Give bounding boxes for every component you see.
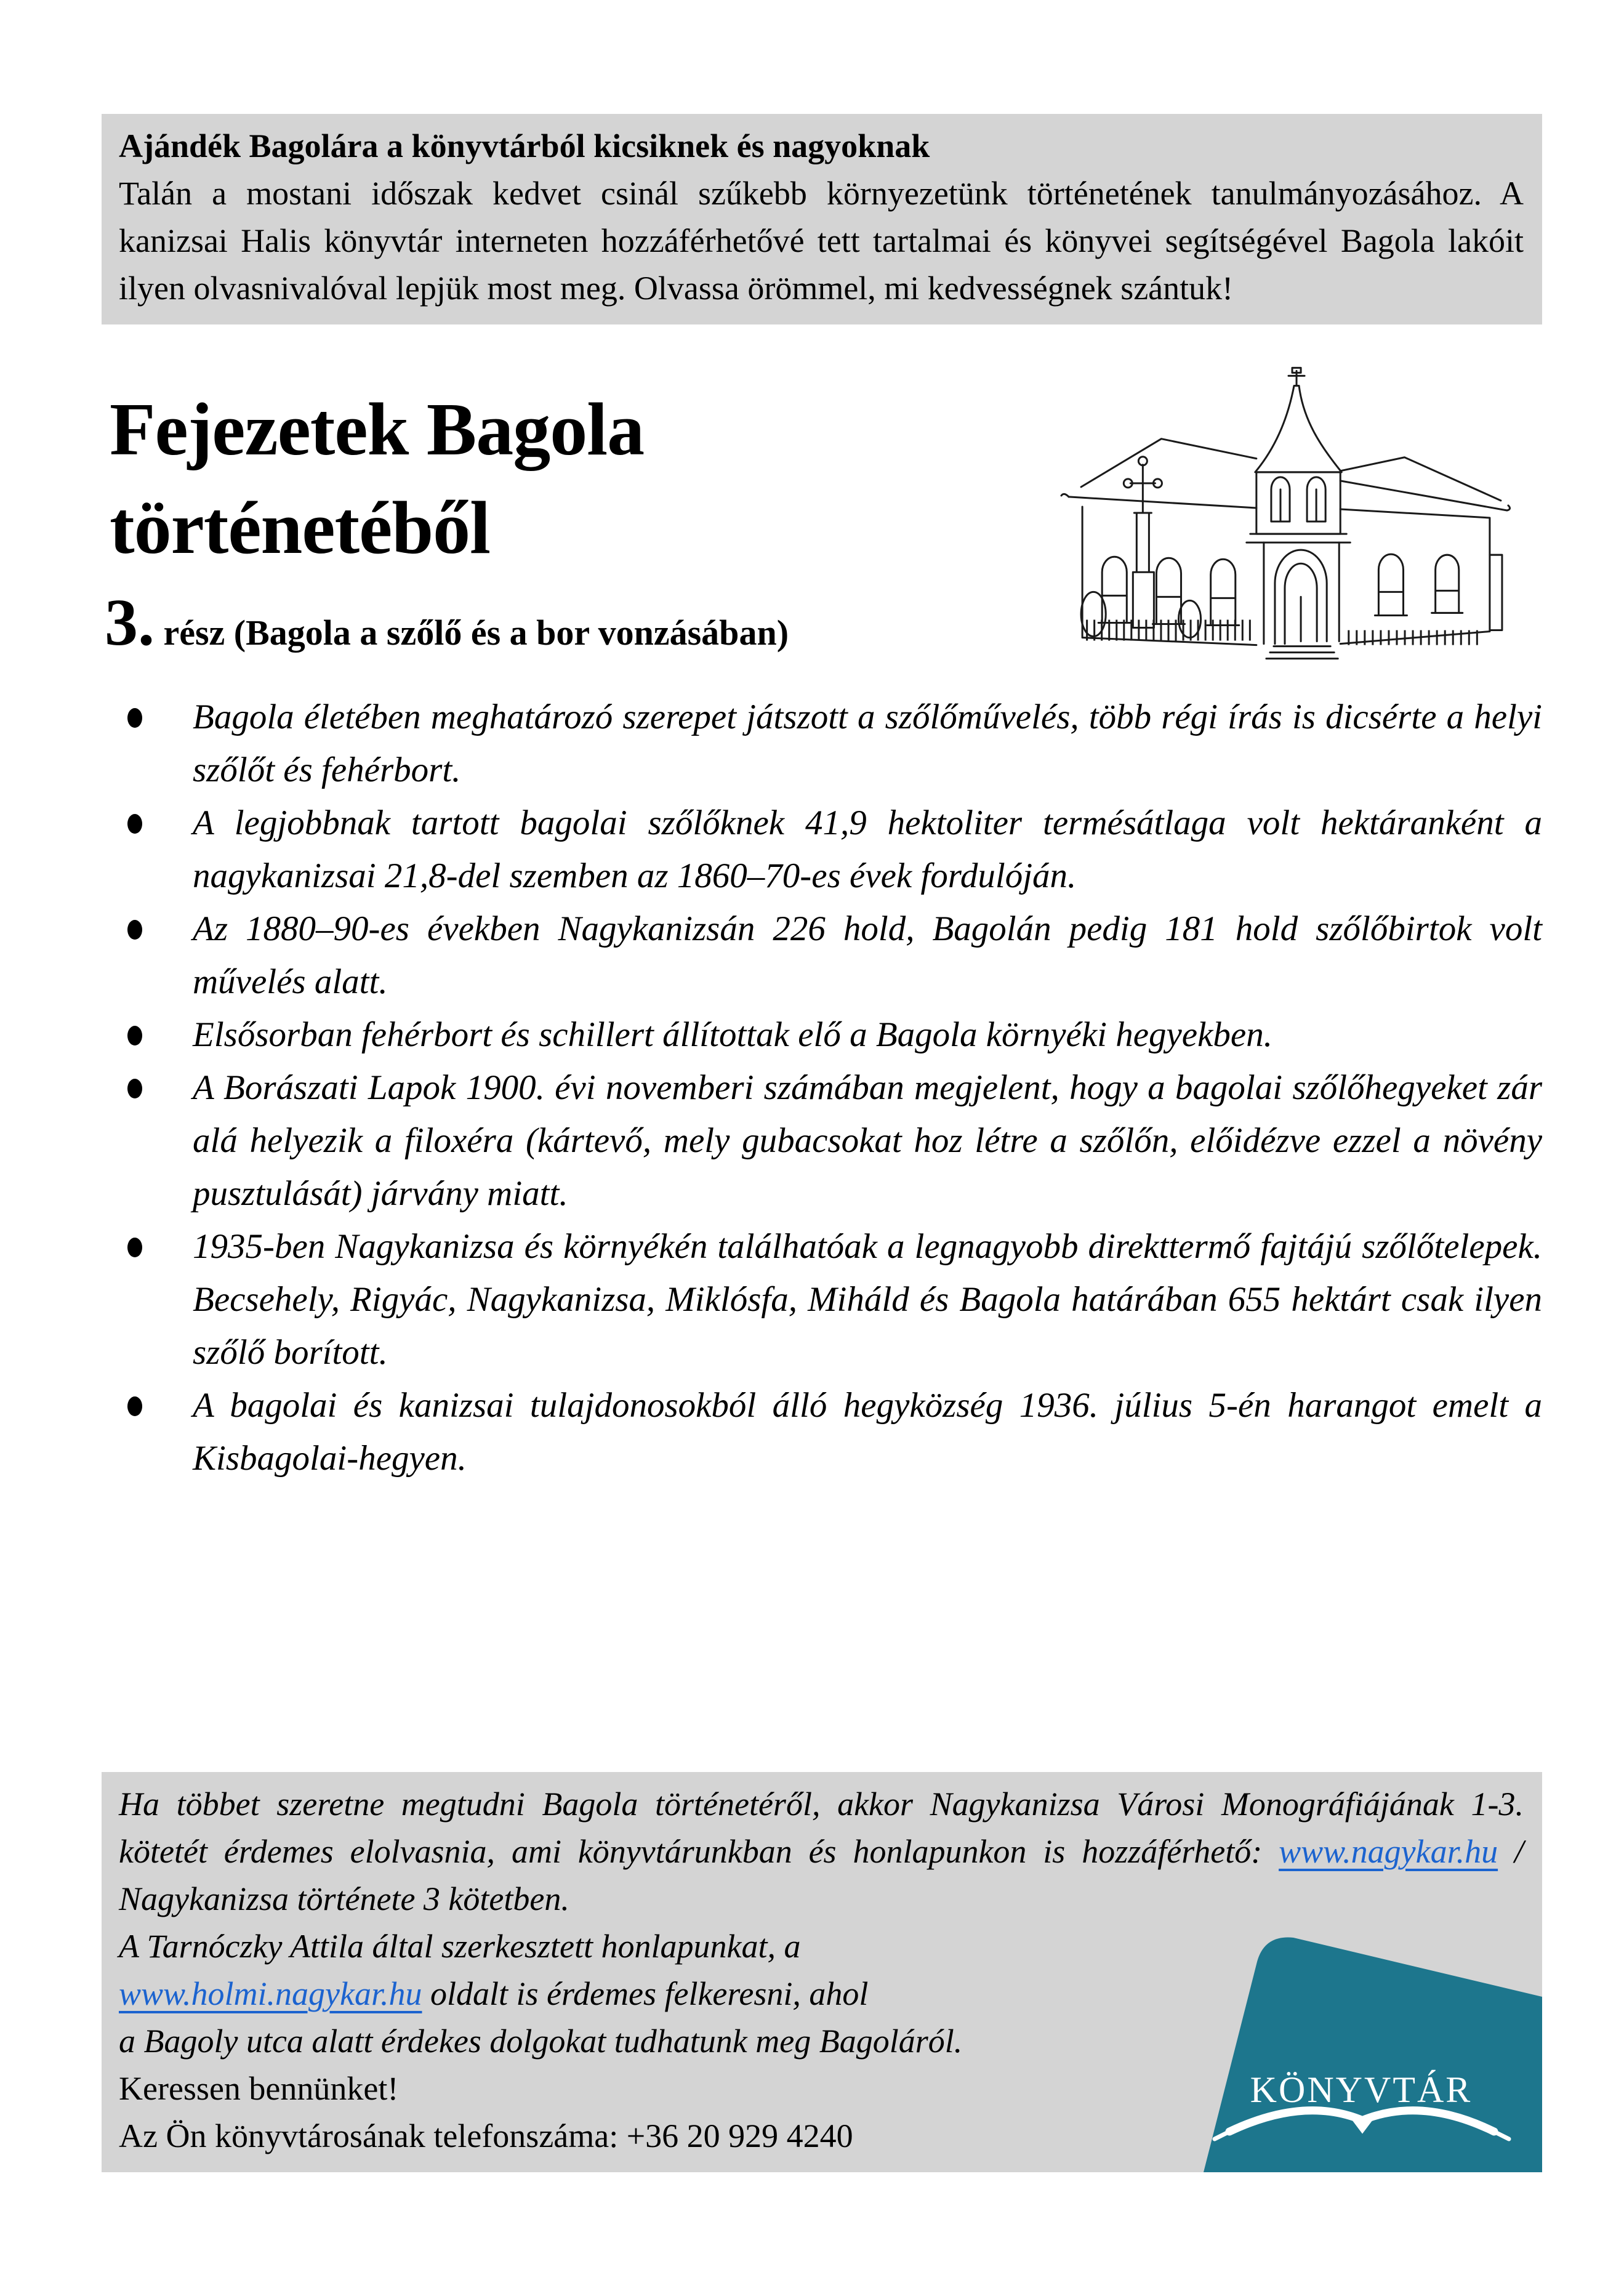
page-title-line1: Fejezetek Bagola [110, 388, 645, 471]
footer-line-tarnoczky: A Tarnóczky Attila által szerkesztett honlapunkat, a [119, 1928, 801, 1965]
page-title-line2: történetéből [110, 486, 491, 570]
list-item [102, 1009, 1542, 1061]
logo-text: KÖNYVTÁR [1250, 2069, 1473, 2110]
footer-text-before-link: Ha többet szeretne megtudni Bagola történetéről, akkor Nagykanizsa Városi Monográfiájának 1-3. kötetét érdemes elolvasnia, ami könyvtárunkban és honlapunkon is hozzáférhető: [119, 1786, 1524, 1870]
church-spire [1255, 368, 1341, 472]
bullet-icon [127, 814, 142, 834]
link-holmi-nagykar[interactable]: www.holmi.nagykar.hu [119, 1975, 422, 2012]
footer-cta: Keressen bennünket! [119, 2070, 399, 2107]
footer-line-bagoly: a Bagoly utca alatt érdekes dolgokat tudhatunk meg Bagoláról. [119, 2023, 963, 2060]
facts-list [102, 691, 1542, 1485]
bullet-icon [127, 1238, 142, 1257]
list-item [102, 1061, 1542, 1220]
list-item [102, 691, 1542, 797]
bullet-icon [127, 1396, 142, 1416]
footer-phone: Az Ön könyvtárosának telefonszáma: +36 20 929 4240 [119, 2117, 853, 2154]
church-drawing-svg [1058, 365, 1514, 661]
konyvtar-logo-svg [1200, 1922, 1542, 2172]
church-right-wing [1340, 457, 1509, 644]
list-item-text: Az 1880–90-es években Nagykanizsán 226 hold, Bagolán pedig 181 hold szőlőbirtok volt művelés alatt. [193, 909, 1542, 1001]
bullet-icon [127, 920, 142, 940]
list-item-text: A legjobbnak tartott bagolai szőlőknek 41,9 hektoliter termésátlaga volt hektáranként a nagykanizsai 21,8-del szemben az 1860–70-es évek fordulóján. [193, 804, 1542, 895]
intro-box [102, 114, 1542, 324]
footer-box [102, 1772, 1542, 2172]
bullet-icon [127, 708, 142, 728]
list-item [102, 1379, 1542, 1485]
church-illustration [1058, 365, 1514, 661]
list-item [102, 1220, 1542, 1379]
list-item-text: Bagola életében meghatározó szerepet játszott a szőlőművelés, több régi írás is dicsérte a helyi szőlőt és fehérbort. [193, 698, 1542, 789]
part-number: 3. [105, 586, 155, 659]
intro-title: Ajándék Bagolára a könyvtárból kicsiknek és nagyoknak [119, 127, 930, 164]
list-item-text: A Borászati Lapok 1900. évi novemberi számában megjelent, hogy a bagolai szőlőhegyeket zár alá helyezik a filoxéra (kártevő, mely gubacsokat hoz létre a szőlőn, előidézve ezzel a növény pusztulását) járvány miatt. [193, 1068, 1542, 1213]
part-heading [105, 586, 789, 670]
bullet-icon [127, 1079, 142, 1098]
intro-body: Talán a mostani időszak kedvet csinál szűkebb környezetünk történetének tanulmányozásához. A kanizsai Halis könyvtár interneten hozzáférhetővé tett tartalmai és könyvei segítségével Bagola lakóit ilyen olvasnivalóval lepjük most meg. Olvassa örömmel, mi kedvességnek szántuk! [119, 175, 1524, 307]
bullet-icon [127, 1026, 142, 1045]
list-item [102, 797, 1542, 903]
logo-shape [1204, 1938, 1542, 2172]
page-title [110, 381, 644, 578]
konyvtar-logo [1200, 1922, 1542, 2172]
footer-lines [119, 1923, 1128, 2065]
list-item-text: Elsősorban fehérbort és schillert állítottak elő a Bagola környéki hegyekben. [193, 1015, 1272, 1054]
part-label: rész (Bagola a szőlő és a bor vonzásában) [155, 613, 789, 653]
church-left-wing [1061, 439, 1256, 645]
list-item-text: A bagolai és kanizsai tulajdonosokból álló hegyközség 1936. július 5-én harangot emelt a Kisbagolai-hegyen. [193, 1386, 1542, 1478]
link-nagykar[interactable]: www.nagykar.hu [1279, 1833, 1498, 1870]
footer-line-holmi-rest: oldalt is érdemes felkeresni, ahol [422, 1975, 869, 2012]
list-item-text: 1935-ben Nagykanizsa és környékén találhatóak a legnagyobb direkttermő fajtájú szőlőtelepek. Becsehely, Rigyác, Nagykanizsa, Miklósfa, Miháld és Bagola határában 655 hektárt csak ilyen szőlő borított. [193, 1227, 1542, 1372]
list-item [102, 903, 1542, 1009]
church-entrance [1264, 542, 1339, 659]
church-belfry [1247, 472, 1350, 542]
footer-paragraph [119, 1781, 1524, 1923]
footer-text-after-link: / Nagykanizsa története 3 kötetben. [119, 1833, 1524, 1917]
